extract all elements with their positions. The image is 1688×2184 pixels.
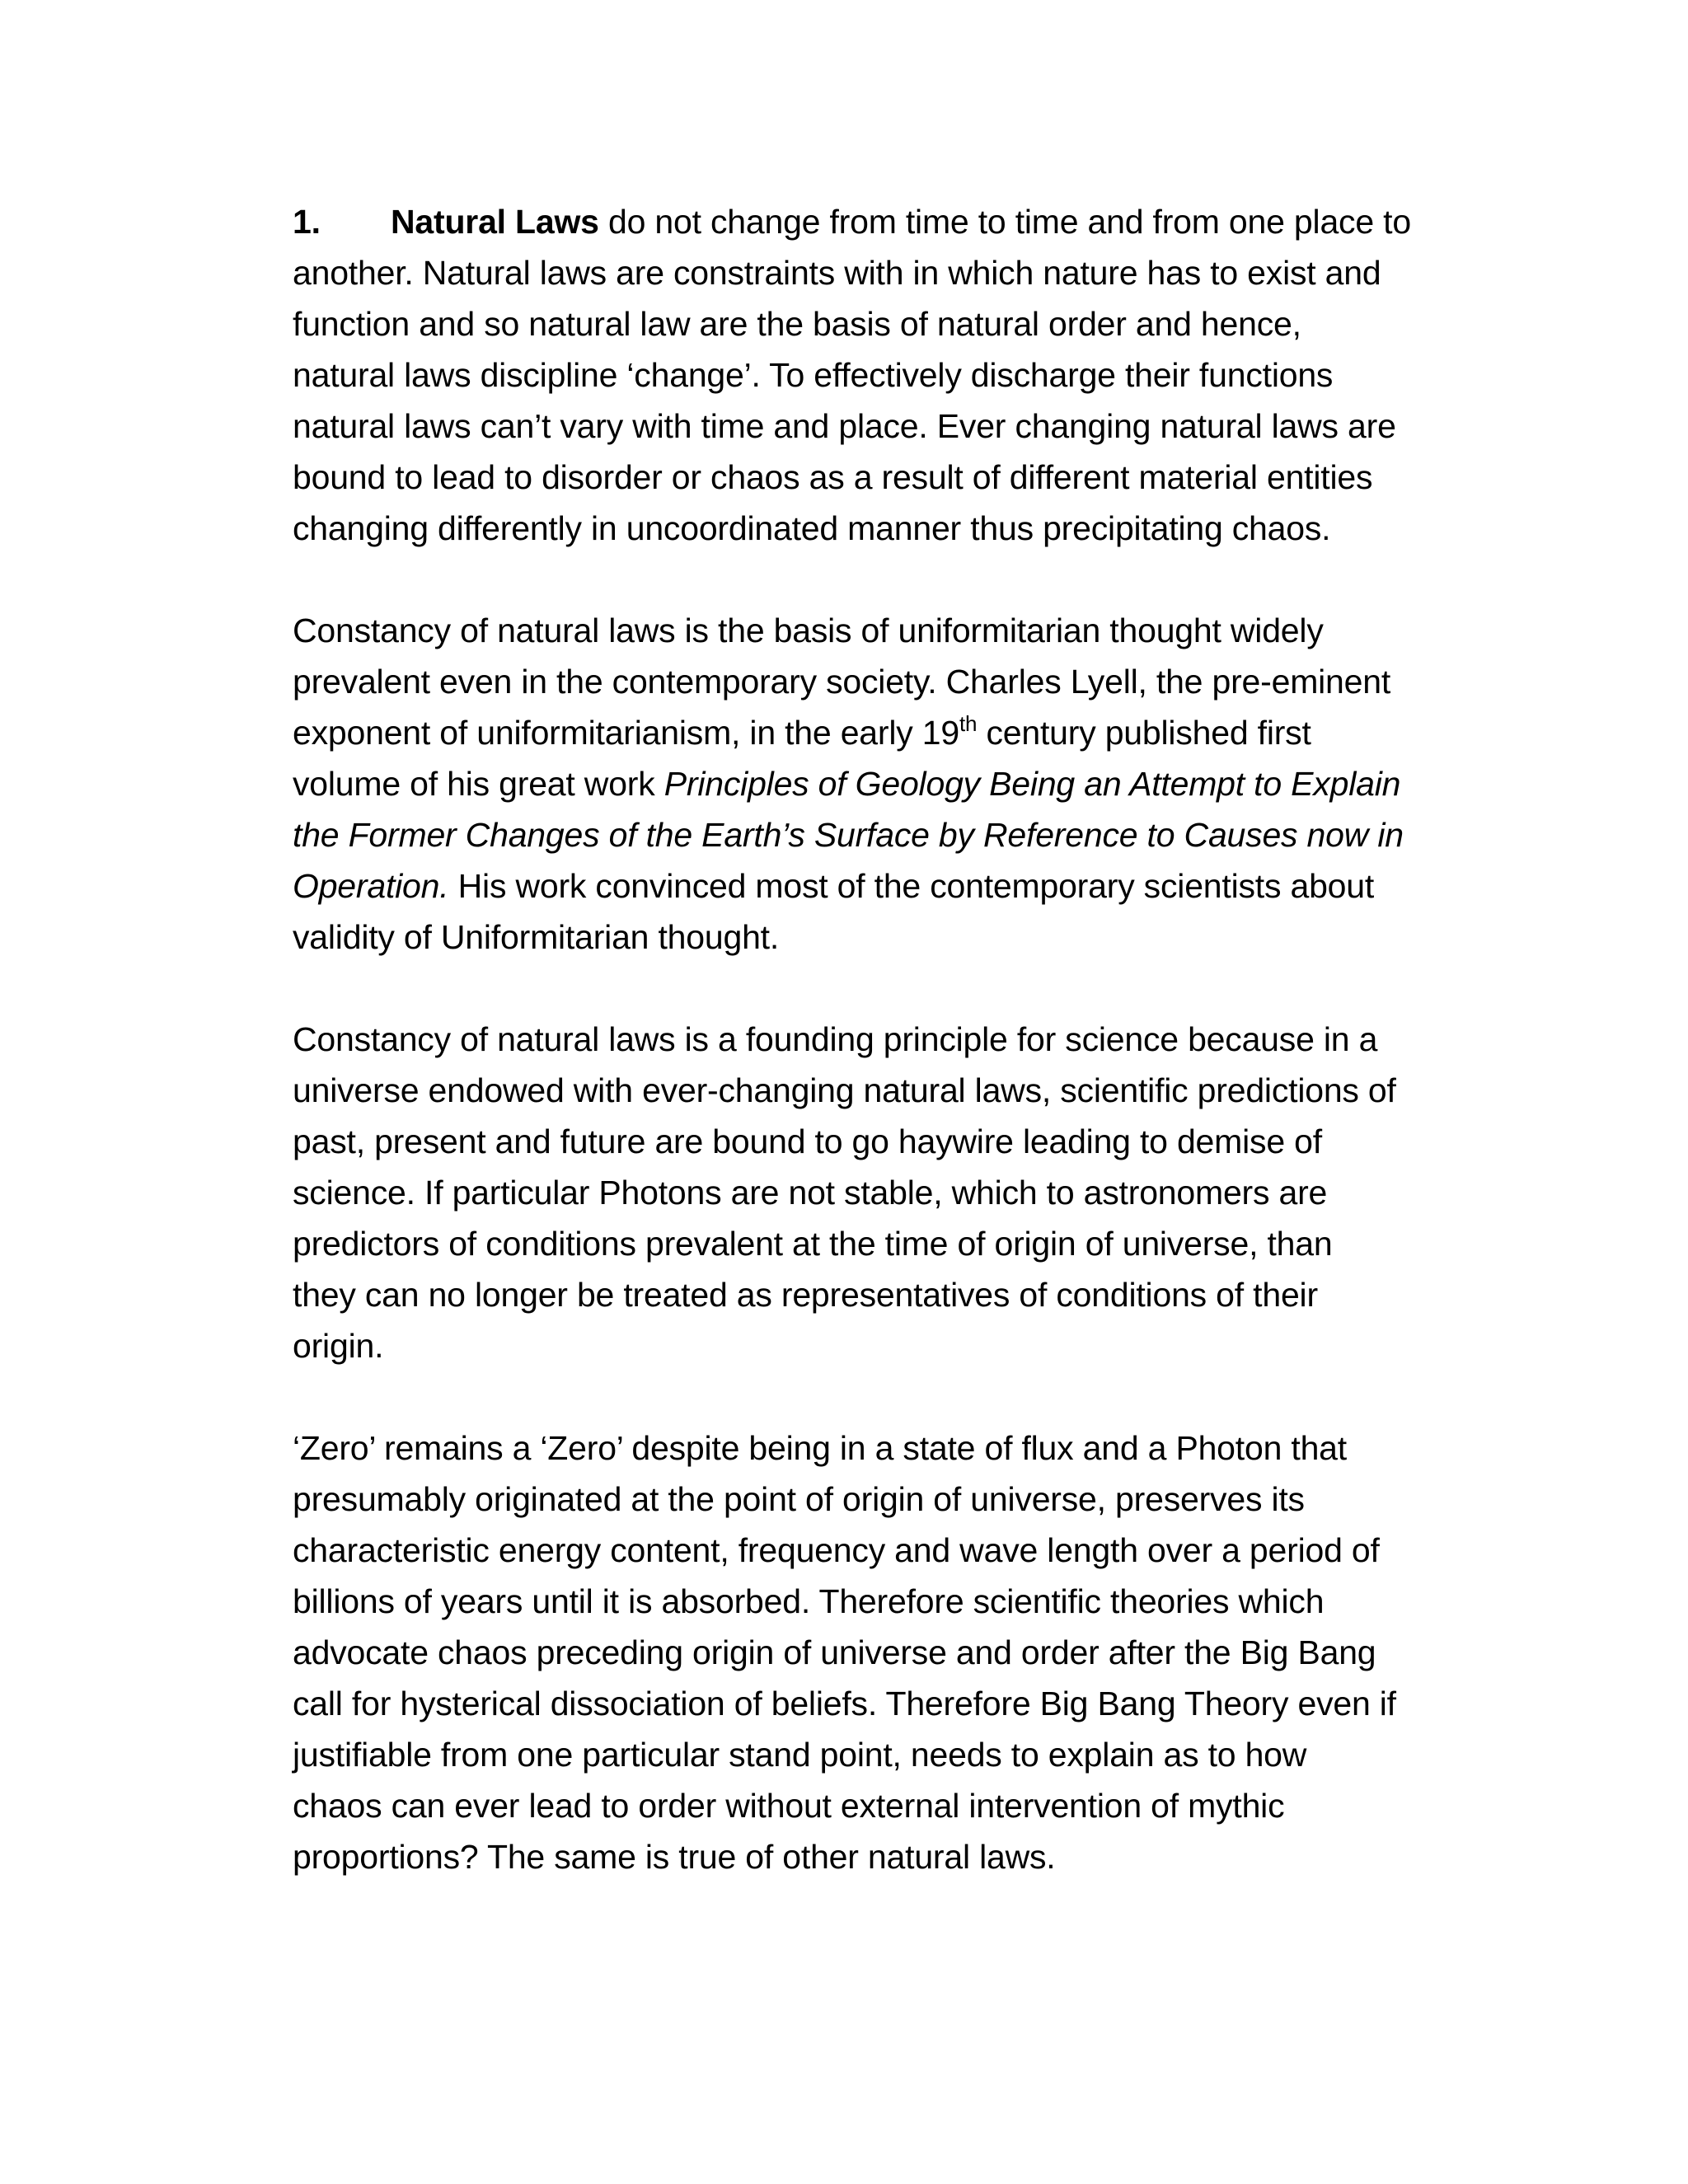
paragraph-spacer xyxy=(293,554,1479,605)
paragraph-1 xyxy=(293,196,1479,554)
paragraph-2-line-3 xyxy=(293,707,1479,758)
paragraph-1-line-3: function and so natural law are the basis of natural order and hence, xyxy=(293,305,1301,343)
paragraph-spacer xyxy=(293,1371,1479,1422)
paragraph-4-line-7: justifiable from one particular stand point, needs to explain as to how xyxy=(293,1736,1307,1774)
paragraph-spacer xyxy=(293,963,1479,1014)
paragraph-3-line-1: Constancy of natural laws is a founding principle for science because in a xyxy=(293,1020,1378,1058)
paragraph-4-line-4: billions of years until it is absorbed. Therefore scientific theories which xyxy=(293,1582,1325,1620)
paragraph-2-line-2: prevalent even in the contemporary society. Charles Lyell, the pre-eminent xyxy=(293,663,1391,701)
paragraph-3-line-6: they can no longer be treated as representatives of conditions of their xyxy=(293,1276,1318,1314)
book-title-part-2: the Former Changes of the Earth’s Surface by Reference to Causes now in xyxy=(293,816,1404,854)
section-heading: Natural Laws xyxy=(391,203,599,241)
paragraph-2-line-7: validity of Uniformitarian thought. xyxy=(293,918,780,956)
paragraph-3-line-3: past, present and future are bound to go haywire leading to demise of xyxy=(293,1122,1322,1160)
paragraph-3-line-7: origin. xyxy=(293,1327,384,1365)
paragraph-4-line-9: proportions? The same is true of other natural laws. xyxy=(293,1838,1056,1876)
paragraph-4-line-1: ‘Zero’ remains a ‘Zero’ despite being in a state of flux and a Photon that xyxy=(293,1429,1347,1467)
paragraph-4-line-5: advocate chaos preceding origin of universe and order after the Big Bang xyxy=(293,1633,1376,1671)
paragraph-1-line-1 xyxy=(293,196,1479,247)
paragraph-3-line-4: science. If particular Photons are not stable, which to astronomers are xyxy=(293,1174,1328,1212)
paragraph-3 xyxy=(293,1014,1479,1371)
paragraph-3-line-5: predictors of conditions prevalent at the time of origin of universe, than xyxy=(293,1225,1333,1263)
paragraph-1-line-1-rest: do not change from time to time and from one place to xyxy=(598,203,1411,241)
paragraph-4-line-3: characteristic energy content, frequency and wave length over a period of xyxy=(293,1531,1380,1569)
paragraph-2-line-1: Constancy of natural laws is the basis of uniformitarian thought widely xyxy=(293,612,1324,649)
book-title-part-1: Principles of Geology Being an Attempt to Explain xyxy=(663,765,1401,803)
paragraph-2-line-6-b: His work convinced most of the contemporary scientists about xyxy=(448,867,1375,905)
paragraph-1-line-2: another. Natural laws are constraints with in which nature has to exist and xyxy=(293,254,1381,292)
paragraph-4-line-6: call for hysterical dissociation of beliefs. Therefore Big Bang Theory even if xyxy=(293,1685,1396,1722)
document-page xyxy=(293,196,1479,1882)
section-number: 1. xyxy=(293,203,321,241)
paragraph-1-line-5: natural laws can’t vary with time and place. Ever changing natural laws are xyxy=(293,407,1396,445)
paragraph-2-line-6 xyxy=(293,860,1479,912)
paragraph-1-line-7: changing differently in uncoordinated manner thus precipitating chaos. xyxy=(293,509,1331,547)
paragraph-1-line-4: natural laws discipline ‘change’. To effectively discharge their functions xyxy=(293,356,1334,394)
paragraph-1-line-6: bound to lead to disorder or chaos as a result of different material entities xyxy=(293,458,1373,496)
paragraph-2 xyxy=(293,605,1479,963)
paragraph-2-line-3-b: century published first xyxy=(977,714,1311,752)
ordinal-superscript: th xyxy=(959,711,978,736)
book-title-part-3: Operation. xyxy=(293,867,449,905)
paragraph-2-line-3-a: exponent of uniformitarianism, in the early 19 xyxy=(293,714,959,752)
paragraph-4-line-2: presumably originated at the point of origin of universe, preserves its xyxy=(293,1480,1305,1518)
paragraph-4 xyxy=(293,1422,1479,1882)
paragraph-2-line-4 xyxy=(293,758,1479,809)
paragraph-3-line-2: universe endowed with ever-changing natural laws, scientific predictions of xyxy=(293,1071,1396,1109)
paragraph-2-line-4-a: volume of his great work xyxy=(293,765,664,803)
paragraph-4-line-8: chaos can ever lead to order without external intervention of mythic xyxy=(293,1787,1285,1825)
